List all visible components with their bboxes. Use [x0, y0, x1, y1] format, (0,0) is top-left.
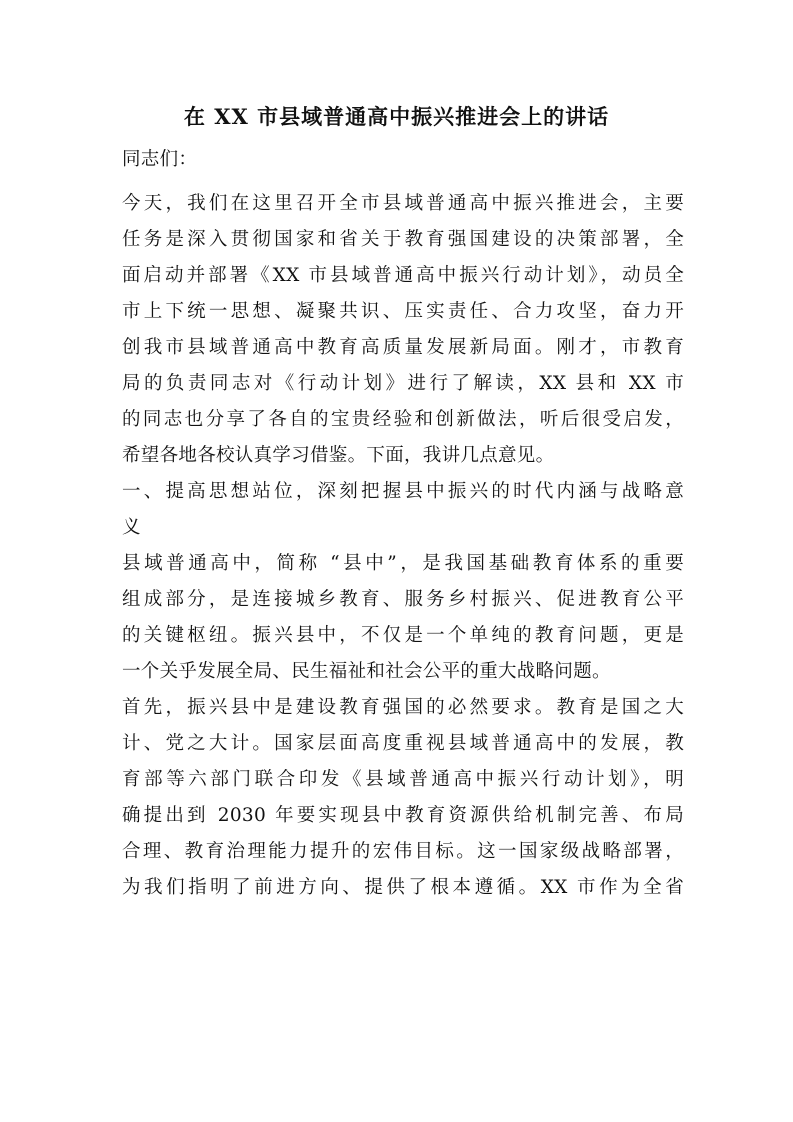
salutation: 同志们： [122, 149, 198, 170]
paragraph-line: 确提出到 2030 年要实现县中教育资源供给机制完善、布局 [122, 805, 684, 826]
document-body [122, 142, 684, 906]
paragraph-line: 希望各地各校认真学习借鉴。下面，我讲几点意见。 [122, 445, 555, 466]
section-heading-line: 一、提高思想站位，深刻把握县中振兴的时代内涵与战略意 [122, 481, 684, 502]
paragraph-line: 育部等六部门联合印发《县域普通高中振兴行动计划》，明 [122, 769, 684, 790]
paragraph-line: 为我们指明了前进方向、提供了根本遵循。XX 市作为全省 [122, 877, 684, 898]
paragraph-line: 市上下统一思想、凝聚共识、压实责任、合力攻坚，奋力开 [122, 301, 684, 322]
paragraph-line: 县域普通高中，简称 “县中”，是我国基础教育体系的重要 [122, 553, 684, 574]
paragraph-line: 的关键枢纽。振兴县中，不仅是一个单纯的教育问题，更是 [122, 625, 684, 646]
paragraph-line: 一个关乎发展全局、民生福祉和社会公平的重大战略问题。 [122, 661, 611, 682]
paragraph-line: 局的负责同志对《行动计划》进行了解读，XX 县和 XX 市 [122, 373, 684, 394]
paragraph-line: 的同志也分享了各自的宝贵经验和创新做法，听后很受启发， [122, 409, 684, 430]
paragraph-line: 面启动并部署《XX 市县域普通高中振兴行动计划》，动员全 [122, 265, 684, 286]
document-title: 在 XX 市县域普通高中振兴推进会上的讲话 [183, 104, 610, 129]
paragraph-line: 组成部分，是连接城乡教育、服务乡村振兴、促进教育公平 [122, 589, 684, 610]
paragraph-line: 任务是深入贯彻国家和省关于教育强国建设的决策部署，全 [122, 229, 684, 250]
section-heading-line: 义 [122, 517, 141, 538]
paragraph-line: 计、党之大计。国家层面高度重视县域普通高中的发展，教 [122, 733, 684, 754]
paragraph-line: 创我市县域普通高中教育高质量发展新局面。刚才，市教育 [122, 337, 684, 358]
paragraph-line: 今天，我们在这里召开全市县域普通高中振兴推进会，主要 [122, 193, 684, 214]
paragraph-line: 首先，振兴县中是建设教育强国的必然要求。教育是国之大 [122, 697, 684, 718]
paragraph-line: 合理、教育治理能力提升的宏伟目标。这一国家级战略部署， [122, 841, 684, 862]
